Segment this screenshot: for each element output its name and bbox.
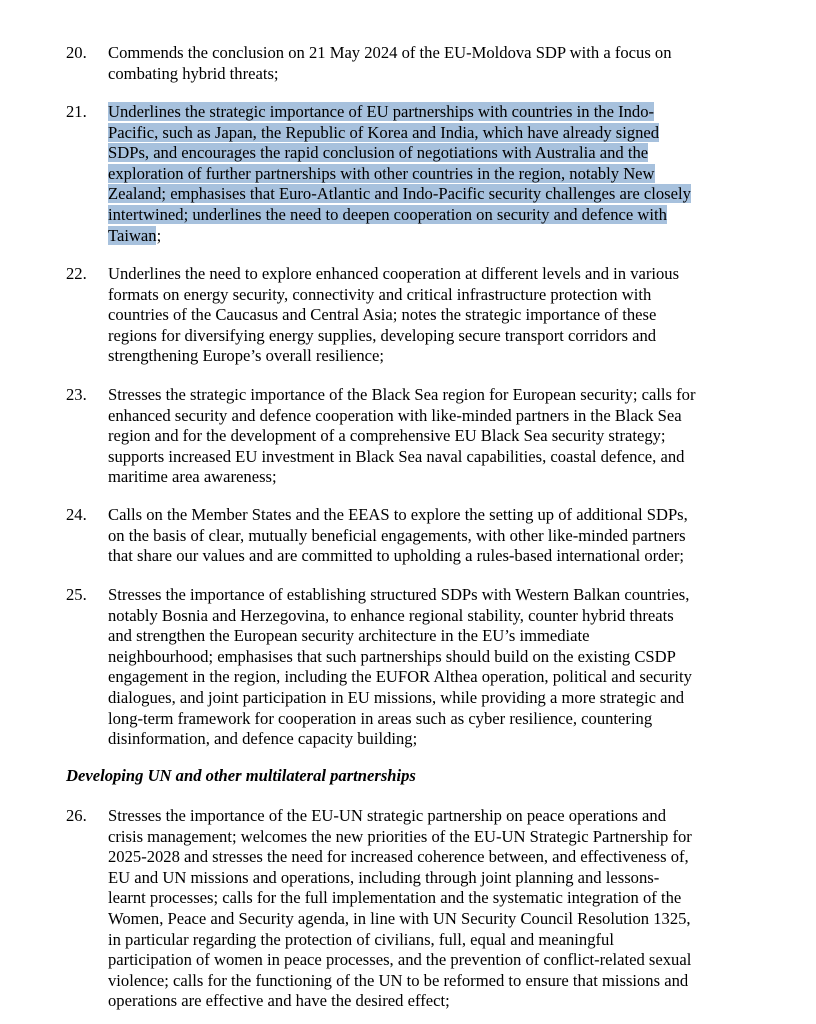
text-line: disinformation, and defence capacity building; [108,729,418,749]
text-line: EU and UN missions and operations, including through joint planning and lessons- [108,867,660,887]
text-line: long-term framework for cooperation in areas such as cyber resilience, countering [108,708,653,728]
text-line: Stresses the strategic importance of the Black Sea region for European security; calls for [108,385,696,404]
paragraph-text[interactable] [108,43,768,84]
selected-text-line: SDPs, and encourages the rapid conclusion of negotiations with Australia and the [108,143,649,163]
paragraph-text[interactable] [108,385,768,488]
selected-text-line: Pacific, such as Japan, the Republic of Korea and India, which have already signed [108,122,660,142]
selected-text-line: Zealand; emphasises that Euro-Atlantic and Indo-Pacific security challenges are closely [108,184,691,204]
text-line: regions for diversifying energy supplies, developing secure transport corridors and [108,325,657,345]
text-line: neighbourhood; emphasises that such partnerships should build on the existing CSDP [108,646,676,666]
paragraph-text-selection[interactable] [108,102,768,246]
section-heading: Developing UN and other multilateral partnerships [66,766,416,785]
text-line: strengthening Europe’s overall resilience; [108,346,385,366]
text-line: combating hybrid threats; [108,63,279,83]
paragraph-text[interactable] [108,806,768,1012]
text-line: countries of the Caucasus and Central Asia; notes the strategic importance of these [108,305,657,325]
text-line: dialogues, and joint participation in EU missions, while providing a more strategic and [108,687,685,707]
text-line: learnt processes; calls for the full implementation and the systematic integration of the [108,888,682,908]
text-line: Women, Peace and Security agenda, in line with UN Security Council Resolution 1325, [108,908,691,928]
text-line: that share our values and are committed to upholding a rules-based international order; [108,546,684,566]
text-line: supports increased EU investment in Black Sea naval capabilities, coastal defence, and [108,446,685,466]
text-line: crisis management; welcomes the new priorities of the EU-UN Strategic Partnership for [108,826,692,846]
selected-text-line: exploration of further partnerships with other countries in the region, notably New [108,163,655,183]
paragraph-number: 21. [66,102,87,121]
text-line: on the basis of clear, mutually beneficial engagements, with other like-minded partners [108,525,686,545]
text-line: and strengthen the European security architecture in the EU’s immediate [108,626,590,646]
paragraph-number: 24. [66,505,87,524]
paragraph-number: 22. [66,264,87,283]
paragraph-number: 20. [66,43,87,62]
selected-text-line: intertwined; underlines the need to deepen cooperation on security and defence with [108,204,667,224]
text-line: 2025-2028 and stresses the need for increased coherence between, and effectiveness of, [108,847,689,867]
paragraph-number: 26. [66,806,87,825]
text-line: enhanced security and defence cooperation with like-minded partners in the Black Sea [108,405,682,425]
text-line: Calls on the Member States and the EEAS to explore the setting up of additional SDPs, [108,505,688,524]
paragraph-number: 25. [66,585,87,604]
text-line: violence; calls for the functioning of the UN to be reformed to ensure that missions and [108,970,689,990]
text-line: engagement in the region, including the EUFOR Althea operation, political and security [108,667,692,687]
selected-text-line: Underlines the strategic importance of EU partnerships with countries in the Indo- [108,102,655,121]
text-line: Underlines the need to explore enhanced cooperation at different levels and in various [108,264,680,283]
text-line: maritime area awareness; [108,467,277,487]
text-line: Commends the conclusion on 21 May 2024 of the EU-Moldova SDP with a focus on [108,43,672,62]
text-line: region and for the development of a comprehensive EU Black Sea security strategy; [108,426,666,446]
text-line: operations are effective and have the desired effect; [108,991,450,1011]
paragraph-text[interactable] [108,505,768,567]
text-line: notably Bosnia and Herzegovina, to enhance regional stability, counter hybrid threats [108,605,674,625]
paragraph-text[interactable] [108,264,768,367]
text-line: formats on energy security, connectivity and critical infrastructure protection with [108,284,652,304]
paragraph-number: 23. [66,385,87,404]
text-line: in particular regarding the protection of civilians, full, equal and meaningful [108,929,614,949]
text-line: Stresses the importance of establishing structured SDPs with Western Balkan countries, [108,585,690,604]
text-line: participation of women in peace processes, and the prevention of conflict-related sexual [108,950,692,970]
selected-text-line: Taiwan; [108,225,162,245]
paragraph-text[interactable] [108,585,768,750]
text-line: Stresses the importance of the EU-UN strategic partnership on peace operations and [108,806,667,825]
